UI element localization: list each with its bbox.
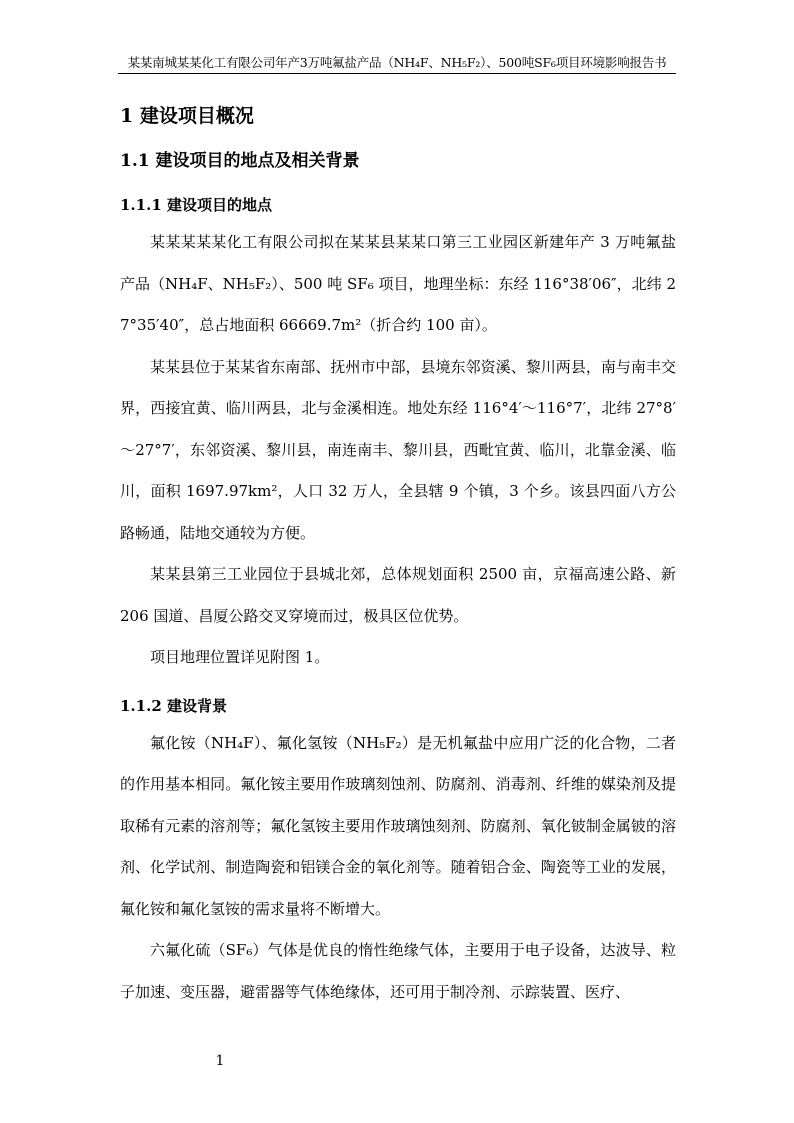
paragraph-sf6-background: 六氟化硫（SF₆）气体是优良的惰性绝缘气体，主要用于电子设备，达波导、粒子加速、变压器，避雷器等气体绝缘体，还可用于制冷剂、示踪装置、医疗、 xyxy=(120,941,676,1001)
section-1-1-2-heading: 1.1.2 建设背景 xyxy=(120,696,227,715)
page-number: 1 xyxy=(215,1053,225,1069)
document-body xyxy=(120,98,676,1013)
header-rule xyxy=(118,73,676,74)
paragraph-industrial-park: 某某县第三工业园位于县城北郊，总体规划面积 2500 亩，京福高速公路、新 206 国道、昌厦公路交叉穿境而过，极具区位优势。 xyxy=(120,565,676,625)
paragraph-project-location: 某某某某某化工有限公司拟在某某县某某口第三工业园区新建年产 3 万吨氟盐产品（NH₄F、NH₅F₂）、500 吨 SF₆ 项目，地理坐标：东经 116°38′06″，北纬 27°35′40″，总占地面积 66669.7m²（折合约 100 亩）。 xyxy=(120,233,676,334)
paragraph-county-geography: 某某县位于某某省东南部、抚州市中部，县境东邻资溪、黎川两县，南与南丰交界，西接宜黄、临川两县，北与金溪相连。地处东经 116°4′～116°7′，北纬 27°8′～27°7′，东邻资溪、黎川县，南连南丰、黎川县，西毗宜黄、临川，北靠金溪、临川，面积 1697.97km²，人口 32 万人，全县辖 9 个镇，3 个乡。该县四面八方公路畅通，陆地交通较为方便。 xyxy=(120,357,676,542)
paragraph-ammonium-fluoride-background: 氟化铵（NH₄F）、氟化氢铵（NH₅F₂）是无机氟盐中应用广泛的化合物，二者的作用基本相同。氟化铵主要用作玻璃刻蚀剂、防腐剂、消毒剂、纤维的媒染剂及提取稀有元素的溶剂等；氟化氢铵主要用作玻璃蚀刻剂、防腐剂、氧化铍制金属铍的溶剂、化学试剂、制造陶瓷和铝镁合金的氧化剂等。随着铝合金、陶瓷等工业的发展，氟化铵和氟化氢铵的需求量将不断增大。 xyxy=(120,733,676,918)
section-1-heading: 1 建设项目概况 xyxy=(120,105,254,127)
section-1-1-1-heading: 1.1.1 建设项目的地点 xyxy=(120,196,272,214)
page-header: 某某南城某某化工有限公司年产3万吨氟盐产品（NH₄F、NH₅F₂）、500吨SF₆项目环境影响报告书 xyxy=(127,55,667,70)
paragraph-location-figure-ref: 项目地理位置详见附图 1。 xyxy=(150,648,330,666)
section-1-1-heading: 1.1 建设项目的地点及相关背景 xyxy=(120,151,360,171)
